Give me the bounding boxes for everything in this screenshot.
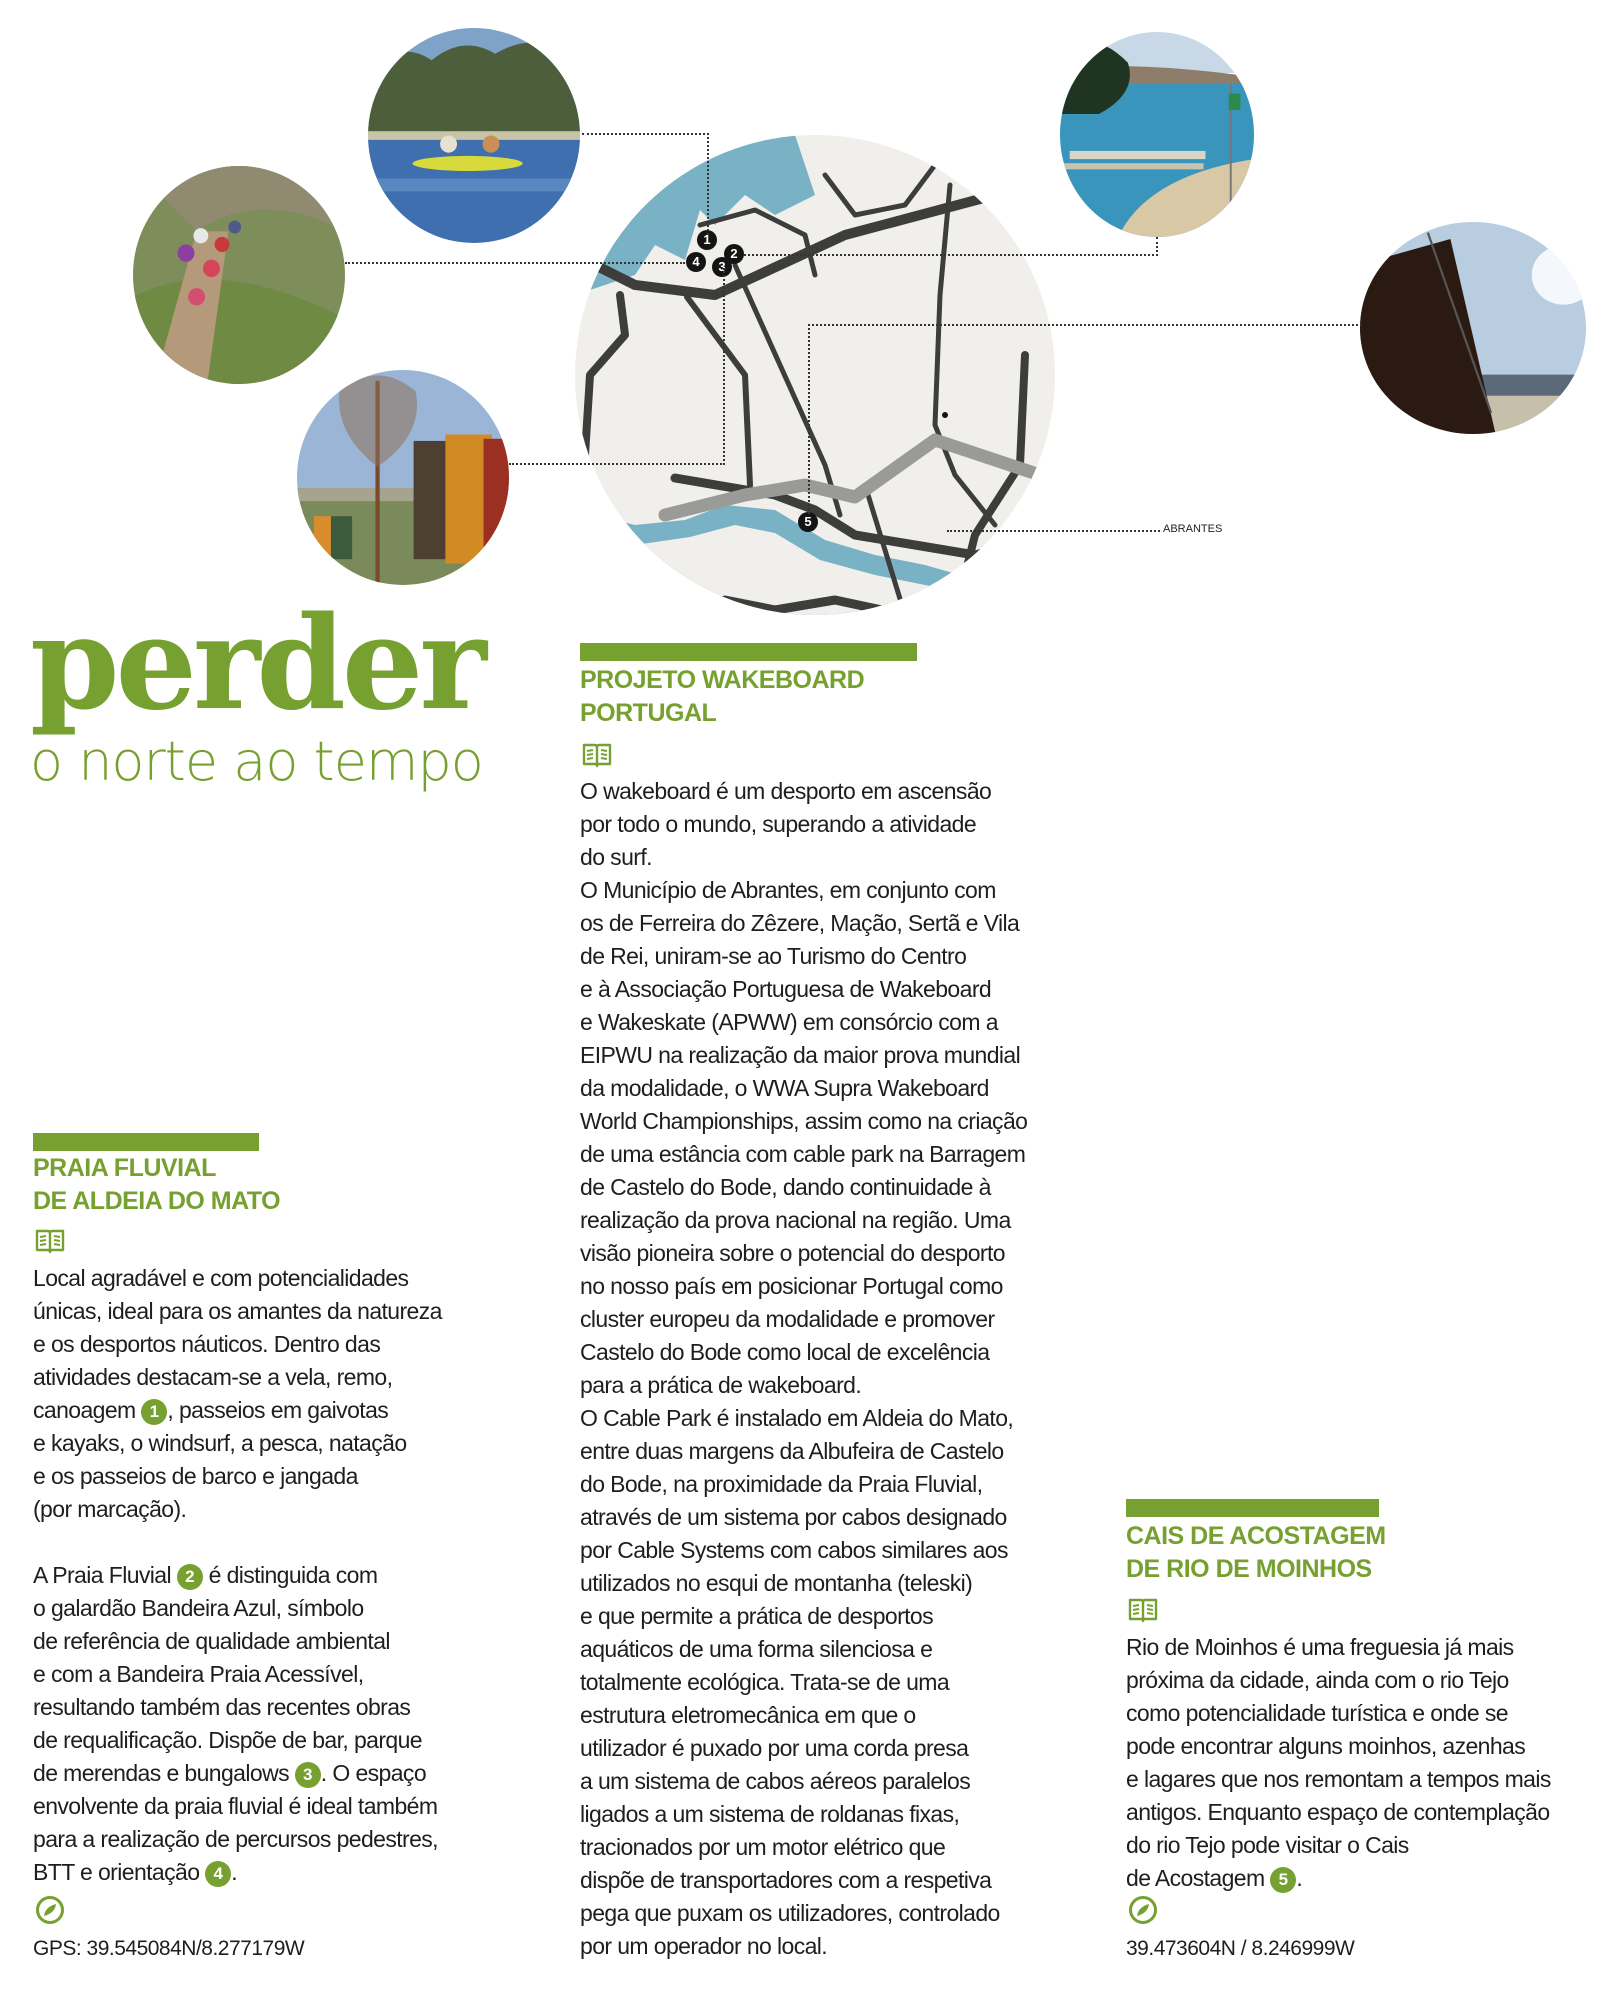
- text-line: e à Associação Portuguesa de Wakeboard: [580, 976, 992, 1002]
- text-line: o galardão Bandeira Azul, símbolo: [33, 1595, 364, 1621]
- map-city-label-abrantes: ABRANTES: [1163, 523, 1223, 535]
- leader-line-beach: [744, 237, 1158, 256]
- text-line: de Rei, uniram-se ao Turismo do Centro: [580, 943, 967, 969]
- heading-line: CAIS DE ACOSTAGEM: [1126, 1522, 1386, 1550]
- text-line: (por marcação).: [33, 1496, 187, 1522]
- text-fragment: canoagem: [33, 1397, 142, 1423]
- text-line: e com a Bandeira Praia Acessível,: [33, 1661, 364, 1687]
- leader-line-abrantes: [947, 530, 1160, 532]
- text-line: envolvente da praia fluvial é ideal também: [33, 1793, 438, 1819]
- location-number-badge: 5: [1270, 1867, 1296, 1893]
- text-line: resultando também das recentes obras: [33, 1694, 411, 1720]
- text-line: antigos. Enquanto espaço de contemplação: [1126, 1799, 1550, 1825]
- text-line: e kayaks, o windsurf, a pesca, natação: [33, 1430, 407, 1456]
- section-bar-praia: [33, 1133, 259, 1151]
- text-line: atividades destacam-se a vela, remo,: [33, 1364, 393, 1390]
- text-line: como potencialidade turística e onde se: [1126, 1700, 1508, 1726]
- heading-line: PORTUGAL: [580, 699, 717, 727]
- text-line: de requalificação. Dispõe de bar, parque: [33, 1727, 423, 1753]
- text-line: O wakeboard é um desporto em ascensão: [580, 778, 992, 804]
- compass-icon: [1128, 1895, 1158, 1925]
- text-line: para a prática de wakeboard.: [580, 1372, 862, 1398]
- text-line: e lagares que nos remontam a tempos mais: [1126, 1766, 1551, 1792]
- text-line: visão pioneira sobre o potencial do desporto: [580, 1240, 1005, 1266]
- text-line: estrutura eletromecânica em que o: [580, 1702, 916, 1728]
- section-body-wakeboard: [580, 775, 1027, 1963]
- text-fragment: BTT e orientação: [33, 1859, 206, 1885]
- heading-line: PRAIA FLUVIAL: [33, 1154, 216, 1182]
- text-line: por um operador no local.: [580, 1933, 828, 1959]
- text-line: de Castelo do Bode, dando continuidade à: [580, 1174, 991, 1200]
- text-fragment: .: [1296, 1865, 1303, 1891]
- map-marker-4[interactable]: 4: [686, 252, 706, 272]
- photo-hiking: [133, 166, 345, 384]
- text-line: por todo o mundo, superando a atividade: [580, 811, 977, 837]
- gps-coordinates-cais: 39.473604N / 8.246999W: [1126, 1937, 1355, 1960]
- text-line: da modalidade, o WWA Supra Wakeboard: [580, 1075, 989, 1101]
- text-fragment: .: [231, 1859, 237, 1885]
- text-line: de uma estância com cable park na Barragem: [580, 1141, 1026, 1167]
- text-line: O Cable Park é instalado em Aldeia do Mato,: [580, 1405, 1014, 1431]
- text-line: [33, 1856, 442, 1889]
- section-bar-cais: [1126, 1499, 1379, 1517]
- section-body-praia: [33, 1262, 442, 1889]
- text-line: através de um sistema por cabos designado: [580, 1504, 1007, 1530]
- text-fragment: . O espaço: [320, 1760, 427, 1786]
- photo-dock: [1360, 222, 1586, 434]
- text-line: do rio Tejo pode visitar o Cais: [1126, 1832, 1409, 1858]
- text-line: tracionados por um motor elétrico que: [580, 1834, 946, 1860]
- text-fragment: de Acostagem: [1126, 1865, 1271, 1891]
- location-number-badge: 2: [177, 1564, 203, 1590]
- map-marker-2[interactable]: 2: [724, 244, 744, 264]
- text-line: EIPWU na realização da maior prova mundial: [580, 1042, 1021, 1068]
- book-open-icon: [582, 742, 612, 768]
- location-number-badge: 4: [205, 1861, 231, 1887]
- text-line: no nosso país em posicionar Portugal como: [580, 1273, 1003, 1299]
- text-line: totalmente ecológica. Trata-se de uma: [580, 1669, 950, 1695]
- text-line: [33, 1559, 442, 1592]
- page-subtitle: o norte ao tempo: [30, 730, 483, 793]
- text-line: e os passeios de barco e jangada: [33, 1463, 358, 1489]
- text-line: dispõe de transportadores com a respetiva: [580, 1867, 992, 1893]
- map-marker-1[interactable]: 1: [697, 230, 717, 250]
- leader-line-dock: [808, 324, 1362, 514]
- book-open-icon: [1128, 1597, 1158, 1623]
- text-line: a um sistema de cabos aéreos paralelos: [580, 1768, 971, 1794]
- text-line: e os desportos náuticos. Dentro das: [33, 1331, 381, 1357]
- leader-line-kayak: [582, 133, 709, 235]
- gps-coordinates-praia: GPS: 39.545084N/8.277179W: [33, 1937, 305, 1960]
- map-marker-3[interactable]: 3: [712, 257, 732, 277]
- text-fragment: , passeios em gaivotas: [167, 1397, 389, 1423]
- text-line: próxima da cidade, ainda com o rio Tejo: [1126, 1667, 1509, 1693]
- location-number-badge: 1: [141, 1399, 167, 1425]
- section-body-cais: [1126, 1631, 1551, 1895]
- text-line: e Wakeskate (APWW) em consórcio com a: [580, 1009, 998, 1035]
- text-line: Local agradável e com potencialidades: [33, 1265, 409, 1291]
- text-line: utilizador é puxado por uma corda presa: [580, 1735, 969, 1761]
- text-line: [33, 1394, 442, 1427]
- text-line: entre duas margens da Albufeira de Castelo: [580, 1438, 1004, 1464]
- text-fragment: é distinguida com: [202, 1562, 378, 1588]
- section-bar-wakeboard: [580, 643, 917, 661]
- text-line: O Município de Abrantes, em conjunto com: [580, 877, 996, 903]
- text-line: aquáticos de uma forma silenciosa e: [580, 1636, 933, 1662]
- text-line: para a realização de percursos pedestres,: [33, 1826, 438, 1852]
- heading-line: DE RIO DE MOINHOS: [1126, 1555, 1372, 1583]
- section-heading-praia: [33, 1152, 280, 1218]
- photo-kayak: [368, 28, 580, 243]
- text-fragment: de merendas e bungalows: [33, 1760, 295, 1786]
- heading-line: DE ALDEIA DO MATO: [33, 1187, 281, 1215]
- photo-beach: [1060, 32, 1254, 237]
- map-marker-5[interactable]: 5: [798, 512, 818, 532]
- text-line: World Championships, assim como na criação: [580, 1108, 1028, 1134]
- leader-line-bungalows: [509, 268, 725, 465]
- text-line: por Cable Systems com cabos similares aos: [580, 1537, 1008, 1563]
- text-line: os de Ferreira do Zêzere, Mação, Sertã e Vila: [580, 910, 1020, 936]
- paragraph-gap: [33, 1526, 442, 1559]
- book-open-icon: [35, 1228, 65, 1254]
- text-line: realização da prova nacional na região. Uma: [580, 1207, 1011, 1233]
- text-fragment: A Praia Fluvial: [33, 1562, 177, 1588]
- text-line: utilizados no esqui de montanha (teleski): [580, 1570, 973, 1596]
- text-line: cluster europeu da modalidade e promover: [580, 1306, 995, 1332]
- text-line: do surf.: [580, 844, 652, 870]
- text-line: do Bode, na proximidade da Praia Fluvial,: [580, 1471, 983, 1497]
- text-line: Castelo do Bode como local de excelência: [580, 1339, 990, 1365]
- photo-bungalows: [297, 370, 509, 585]
- text-line: [1126, 1862, 1551, 1895]
- heading-line: PROJETO WAKEBOARD: [580, 666, 865, 694]
- text-line: pode encontrar alguns moinhos, azenhas: [1126, 1733, 1526, 1759]
- text-line: pega que puxam os utilizadores, controlado: [580, 1900, 1000, 1926]
- compass-icon: [35, 1895, 65, 1925]
- page-title: perder: [30, 589, 483, 739]
- text-line: Rio de Moinhos é uma freguesia já mais: [1126, 1634, 1514, 1660]
- text-line: únicas, ideal para os amantes da natureza: [33, 1298, 442, 1324]
- section-heading-wakeboard: [580, 664, 864, 730]
- text-line: de referência de qualidade ambiental: [33, 1628, 390, 1654]
- text-line: ligados a um sistema de roldanas fixas,: [580, 1801, 960, 1827]
- text-line: e que permite a prática de desportos: [580, 1603, 934, 1629]
- section-heading-cais: [1126, 1520, 1386, 1586]
- text-line: [33, 1757, 442, 1790]
- location-number-badge: 3: [295, 1762, 321, 1788]
- leader-line-hiking: [345, 262, 685, 264]
